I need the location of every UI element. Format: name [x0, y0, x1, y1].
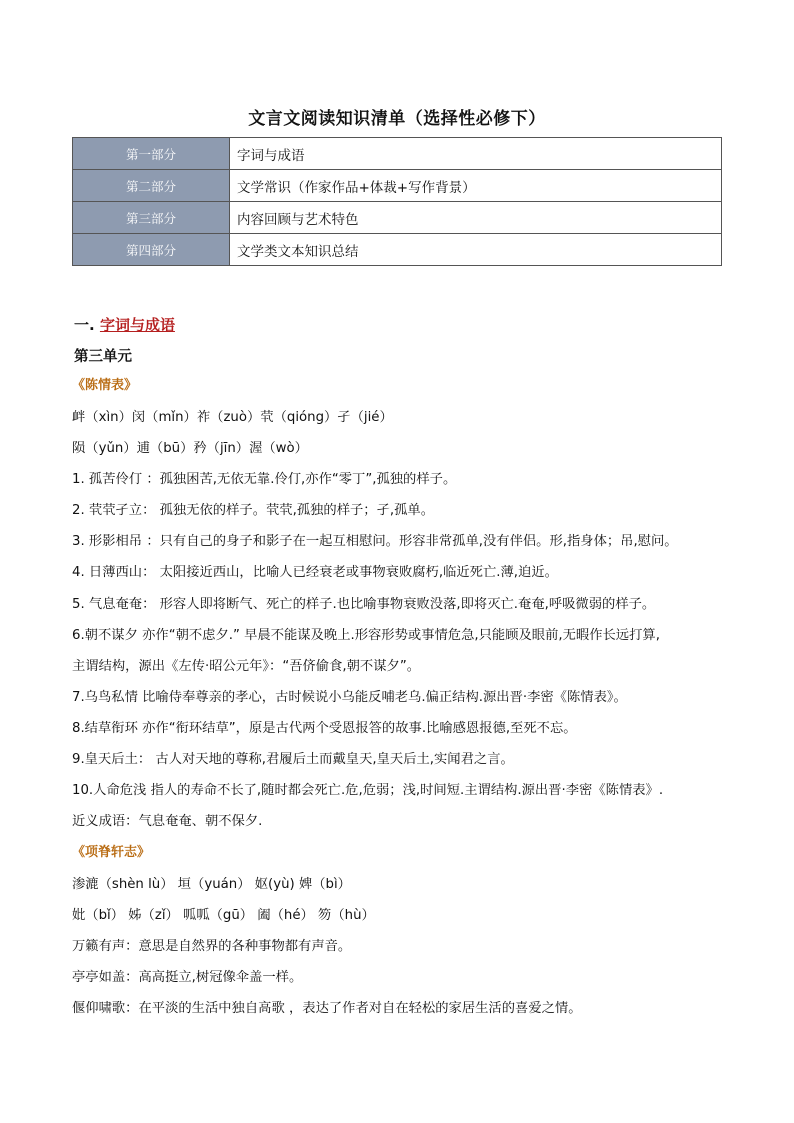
unit-heading: 第三单元 [74, 349, 132, 365]
section-title-link[interactable]: 字词与成语 [99, 316, 175, 334]
contents-row [73, 170, 722, 202]
text-line: 8.结草衔环 亦作“衔环结草”，原是古代两个受恩报答的故事.比喻感恩报德,至死不忘。 [72, 721, 577, 736]
contents-row [73, 138, 722, 170]
text-line: 5. 气息奄奄： 形容人即将断气、死亡的样子.也比喻事物衰败没落,即将灭亡.奄奄,呼吸微弱的样子。 [72, 597, 656, 612]
text-line: 1. 孤苦伶仃 ：孤独困苦,无依无靠.伶仃,亦作“零丁”,孤独的样子。 [72, 472, 457, 487]
text-line: 9.皇天后土： 古人对天地的尊称,君履后土而戴皇天,皇天后土,实闻君之言。 [72, 752, 514, 767]
contents-part-content: 字词与成语 [230, 138, 722, 170]
text-line: 7.乌鸟私情 比喻侍奉尊亲的孝心，古时候说小乌能反哺老乌.偏正结构.源出晋·李密《陈情表》。 [72, 690, 627, 705]
contents-row [73, 202, 722, 234]
text-line: 亭亭如盖：高高挺立,树冠像伞盖一样。 [72, 970, 303, 985]
text-line: 4. 日薄西山： 太阳接近西山，比喻人已经衰老或事物衰败腐朽,临近死亡.薄,迫近。 [72, 565, 558, 580]
contents-part-content: 文学常识（作家作品+体裁+写作背景） [230, 170, 722, 202]
contents-part-label: 第三部分 [73, 202, 230, 234]
contents-part-label: 第二部分 [73, 170, 230, 202]
text-line: 6.朝不谋夕 亦作“朝不虑夕.” 早晨不能谋及晚上.形容形势或事情危急,只能顾及眼前,无暇作长远打算, [72, 628, 660, 643]
document-title: 文言文阅读知识清单（选择性必修下） [248, 109, 546, 129]
section-heading [74, 314, 175, 335]
contents-part-label: 第四部分 [73, 234, 230, 266]
work-title: 《陈情表》 [72, 378, 138, 393]
work-title: 《项脊轩志》 [72, 845, 151, 860]
text-line: 主谓结构，源出《左传·昭公元年》：“吾侪偷食,朝不谋夕”。 [72, 659, 421, 674]
text-line: 3. 形影相吊 ：只有自己的身子和影子在一起互相慰问。形容非常孤单,没有伴侣。形,指身体；吊,慰问。 [72, 534, 678, 549]
contents-part-content: 内容回顾与艺术特色 [230, 202, 722, 234]
text-line: 妣（bǐ） 姊（zǐ） 呱呱（gū） 阖（hé） 笏（hù） [72, 908, 375, 923]
text-line: 陨（yǔn）逋（bū）矜（jīn）渥（wò） [72, 441, 308, 456]
section-number: 一. [74, 316, 95, 334]
text-line: 万籁有声：意思是自然界的各种事物都有声音。 [72, 939, 352, 954]
contents-part-content: 文学类文本知识总结 [230, 234, 722, 266]
text-line: 2. 茕茕孑立： 孤独无依的样子。茕茕,孤独的样子；孑,孤单。 [72, 503, 435, 518]
text-line: 近义成语：气息奄奄、朝不保夕. [72, 814, 263, 829]
contents-part-label: 第一部分 [73, 138, 230, 170]
text-line: 偃仰啸歌：在平淡的生活中独自高歌 ，表达了作者对自在轻松的家居生活的喜爱之情。 [72, 1001, 582, 1016]
contents-row [73, 234, 722, 266]
text-line: 10.人命危浅 指人的寿命不长了,随时都会死亡.危,危弱；浅,时间短.主谓结构.源出晋·李密《陈情表》. [72, 783, 664, 798]
contents-table [72, 137, 722, 266]
text-line: 衅（xìn）闵（mǐn）祚（zuò）茕（qióng）孑（jié） [72, 410, 393, 425]
text-line: 渗漉（shèn lù） 垣（yuán） 妪(yù) 婢（bì） [72, 877, 351, 892]
